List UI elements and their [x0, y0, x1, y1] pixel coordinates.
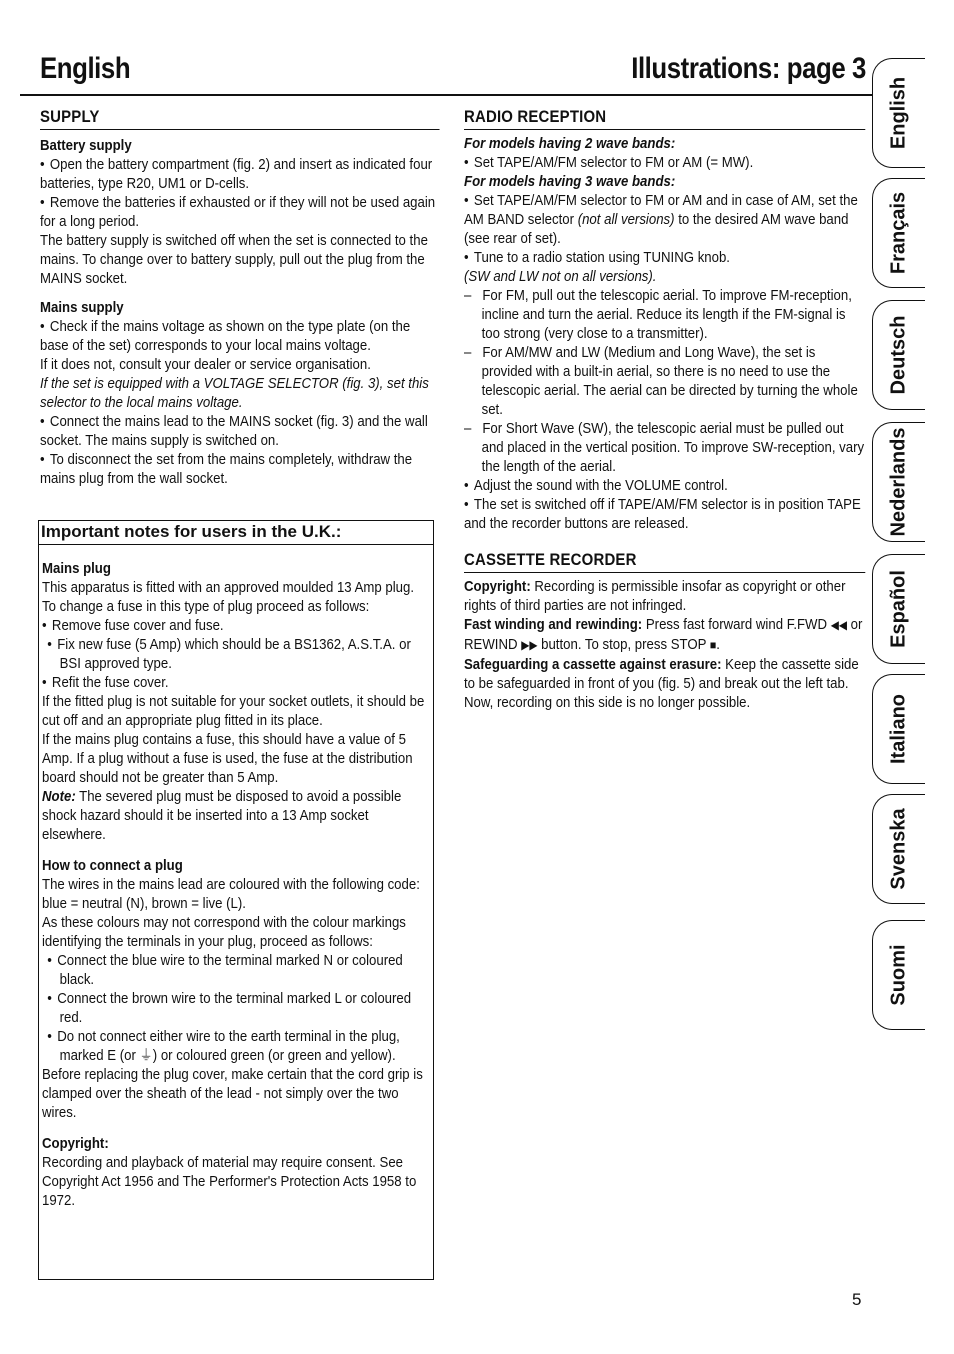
cassette-recorder-title: CASSETTE RECORDER	[464, 549, 865, 573]
dash-item-am-text: For AM/MW and LW (Medium and Long Wave), the set is provided with a built-in aerial, so there is no need to use the telescopic aerial. The aerial can be directed by turning the whole set.	[481, 344, 858, 418]
tab-italiano[interactable]	[872, 674, 925, 784]
page-header-language: English	[40, 52, 131, 85]
tab-espanol-label: Español	[887, 570, 910, 648]
page-header-illustrations: Illustrations: page 3	[631, 52, 866, 85]
copyright-title: Copyright:	[42, 1135, 109, 1152]
mains-plug-bullet-2: • Fix new fuse (5 Amp) which should be a BS1362, A.S.T.A. or BSI approved type.	[42, 635, 424, 673]
note-label: Note:	[42, 788, 76, 805]
dash-item-sw: – For Short Wave (SW), the telescopic aerial must be pulled out and placed in the vertical position. To improve SW-reception, vary the length of the aerial.	[464, 420, 865, 475]
mains-plug-paragraph-3: If the mains plug contains a fuse, this should have a value of 5 Amp. If a plug without a fuse is used, the fuse at the distribution board should not be greater than 5 Amp.	[42, 731, 413, 786]
tab-svenska-label: Svenska	[887, 808, 910, 890]
mains-plug-bullet-1: • Remove fuse cover and fuse.	[42, 616, 424, 635]
uk-notes-box	[38, 520, 434, 1280]
three-band-bullet	[464, 191, 865, 248]
cassette-copyright-text: Recording is permissible insofar as copyright or other rights of third parties are not infringed.	[464, 578, 846, 614]
fast-forward-icon: ▶▶	[521, 638, 538, 652]
tab-deutsch-label: Deutsch	[887, 315, 910, 395]
volume-bullet: • Adjust the sound with the VOLUME control.	[464, 476, 865, 495]
uk-notes-title: Important notes for users in the U.K.:	[39, 521, 433, 545]
tab-espanol[interactable]	[872, 554, 925, 664]
connect-bullet-2: • Connect the brown wire to the terminal marked L or coloured red.	[42, 989, 424, 1027]
dash-item-am: – For AM/MW and LW (Medium and Long Wave), the set is provided with a built-in aerial, so there is no need to use the telescopic aerial. The aerial can be directed by turning the whole set.	[464, 344, 858, 418]
rewind-icon: ◀◀	[830, 618, 847, 632]
battery-bullet-1: • Open the battery compartment (fig. 2) and insert as indicated four batteries, type R20, UM1 or D-cells.	[40, 155, 439, 193]
radio-cassette-column	[464, 106, 864, 712]
mains-bullet-1: • Check if the mains voltage as shown on the type plate (on the base of the set) corresponds to your local mains voltage.	[40, 317, 439, 355]
winding-text-d: .	[716, 636, 720, 653]
switch-off-bullet: • The set is switched off if TAPE/AM/FM selector is in position TAPE and the recorder buttons are released.	[464, 495, 865, 533]
tab-nederlands[interactable]	[872, 422, 925, 542]
copyright-paragraph: Recording and playback of material may require consent. See Copyright Act 1956 and The Performer's Protection Acts 1958 to 1972.	[42, 1154, 417, 1209]
two-band-label: For models having 2 wave bands:	[464, 135, 676, 152]
winding-label: Fast winding and rewinding:	[464, 616, 643, 633]
tab-francais[interactable]	[872, 178, 925, 288]
battery-paragraph: The battery supply is switched off when the set is connected to the mains. To change over to battery supply, pull out the plug from the MAINS socket.	[40, 232, 428, 287]
sw-lw-note: (SW and LW not on all versions).	[464, 268, 657, 285]
tab-svenska[interactable]	[872, 794, 925, 904]
three-band-text-italic: (not all versions)	[577, 211, 675, 228]
supply-title: SUPPLY	[40, 106, 439, 130]
cassette-copyright-label: Copyright:	[464, 578, 531, 595]
mains-bullet-2: • Connect the mains lead to the MAINS socket (fig. 3) and the wall socket. The mains supply is switched on.	[40, 412, 439, 450]
connect-paragraph-1: The wires in the mains lead are coloured with the following code: blue = neutral (N), brown = live (L).	[42, 876, 420, 912]
dash-item-fm-text: For FM, pull out the telescopic aerial. To improve FM-reception, incline and turn the aerial. Reduce its length if the FM-signal is too strong (very close to a transmitter).	[481, 287, 852, 342]
tab-suomi[interactable]	[872, 920, 925, 1030]
mains-plug-note	[42, 787, 424, 844]
tab-italiano-label: Italiano	[887, 693, 910, 765]
mains-plug-bullet-3: • Refit the fuse cover.	[42, 673, 424, 692]
connect-bullet-3: • Do not connect either wire to the earth terminal in the plug, marked E (or ⏚) or coloured green (or green and yellow).	[42, 1027, 424, 1065]
header-rule	[20, 94, 872, 96]
connect-bullet-1: • Connect the blue wire to the terminal marked N or coloured black.	[42, 951, 424, 989]
supply-section	[40, 106, 438, 488]
connect-plug-title: How to connect a plug	[42, 857, 183, 874]
mains-supply-title: Mains supply	[40, 299, 124, 316]
mains-paragraph-2: If the set is equipped with a VOLTAGE SELECTOR (fig. 3), set this selector to the local mains voltage.	[40, 375, 429, 411]
tab-nederlands-label: Nederlands	[887, 427, 910, 537]
connect-paragraph-2: As these colours may not correspond with the colour markings identifying the terminals in your plug, proceed as follows:	[42, 914, 406, 950]
tab-english[interactable]	[872, 58, 925, 168]
winding-text-c: button. To stop, press STOP	[537, 636, 710, 653]
mains-plug-paragraph-1: This apparatus is fitted with an approved moulded 13 Amp plug. To change a fuse in this type of plug proceed as follows:	[42, 579, 415, 615]
page-number: 5	[852, 1290, 862, 1309]
mains-plug-title: Mains plug	[42, 560, 111, 577]
two-band-bullet: • Set TAPE/AM/FM selector to FM or AM (= MW).	[464, 153, 865, 172]
radio-reception-title: RADIO RECEPTION	[464, 106, 865, 130]
tab-deutsch[interactable]	[872, 300, 925, 410]
dash-item-fm: – For FM, pull out the telescopic aerial. To improve FM-reception, incline and turn the aerial. Reduce its length if the FM-signal is too strong (very close to a transmitter).	[464, 287, 852, 342]
cassette-winding	[464, 615, 865, 655]
stop-icon: ■	[709, 638, 717, 652]
cassette-copyright	[464, 577, 865, 615]
three-band-text-a: Set TAPE/AM/FM selector to FM or AM and in case of AM, set the AM BAND selector	[464, 192, 858, 228]
mains-paragraph-1: If it does not, consult your dealer or service organisation.	[40, 356, 371, 373]
cassette-safeguard	[464, 655, 865, 712]
mains-plug-paragraph-2: If the fitted plug is not suitable for your socket outlets, it should be cut off and an appropriate plug fitted in its place.	[42, 693, 425, 729]
safeguard-label: Safeguarding a cassette against erasure:	[464, 656, 722, 673]
winding-text-b: or REWIND	[464, 616, 863, 653]
three-band-text-b: to the desired AM wave band (see rear of set).	[464, 211, 849, 247]
tab-suomi-label: Suomi	[887, 944, 910, 1006]
mains-bullet-3: • To disconnect the set from the mains completely, withdraw the mains plug from the wall socket.	[40, 450, 439, 488]
tune-bullet: • Tune to a radio station using TUNING knob.	[464, 248, 865, 267]
connect-paragraph-3: Before replacing the plug cover, make certain that the cord grip is clamped over the sheath of the lead - not simply over the two wires.	[42, 1066, 423, 1121]
battery-supply-title: Battery supply	[40, 137, 132, 154]
note-text: The severed plug must be disposed to avoid a possible shock hazard should it be inserted into a 13 Amp socket elsewhere.	[42, 788, 402, 843]
tab-english-label: English	[887, 76, 910, 150]
safeguard-text: Keep the cassette side to be safeguarded in front of you (fig. 5) and break out the left tab. Now, recording on this side is no longer possible.	[464, 656, 859, 711]
dash-item-sw-text: For Short Wave (SW), the telescopic aerial must be pulled out and placed in the vertical position. To improve SW-reception, vary the length of the aerial.	[481, 420, 865, 475]
battery-bullet-2: • Remove the batteries if exhausted or if they will not be used again for a long period.	[40, 193, 439, 231]
three-band-label: For models having 3 wave bands:	[464, 173, 676, 190]
tab-francais-label: Français	[887, 191, 910, 275]
winding-text-a: Press fast forward wind F.FWD	[642, 616, 831, 633]
